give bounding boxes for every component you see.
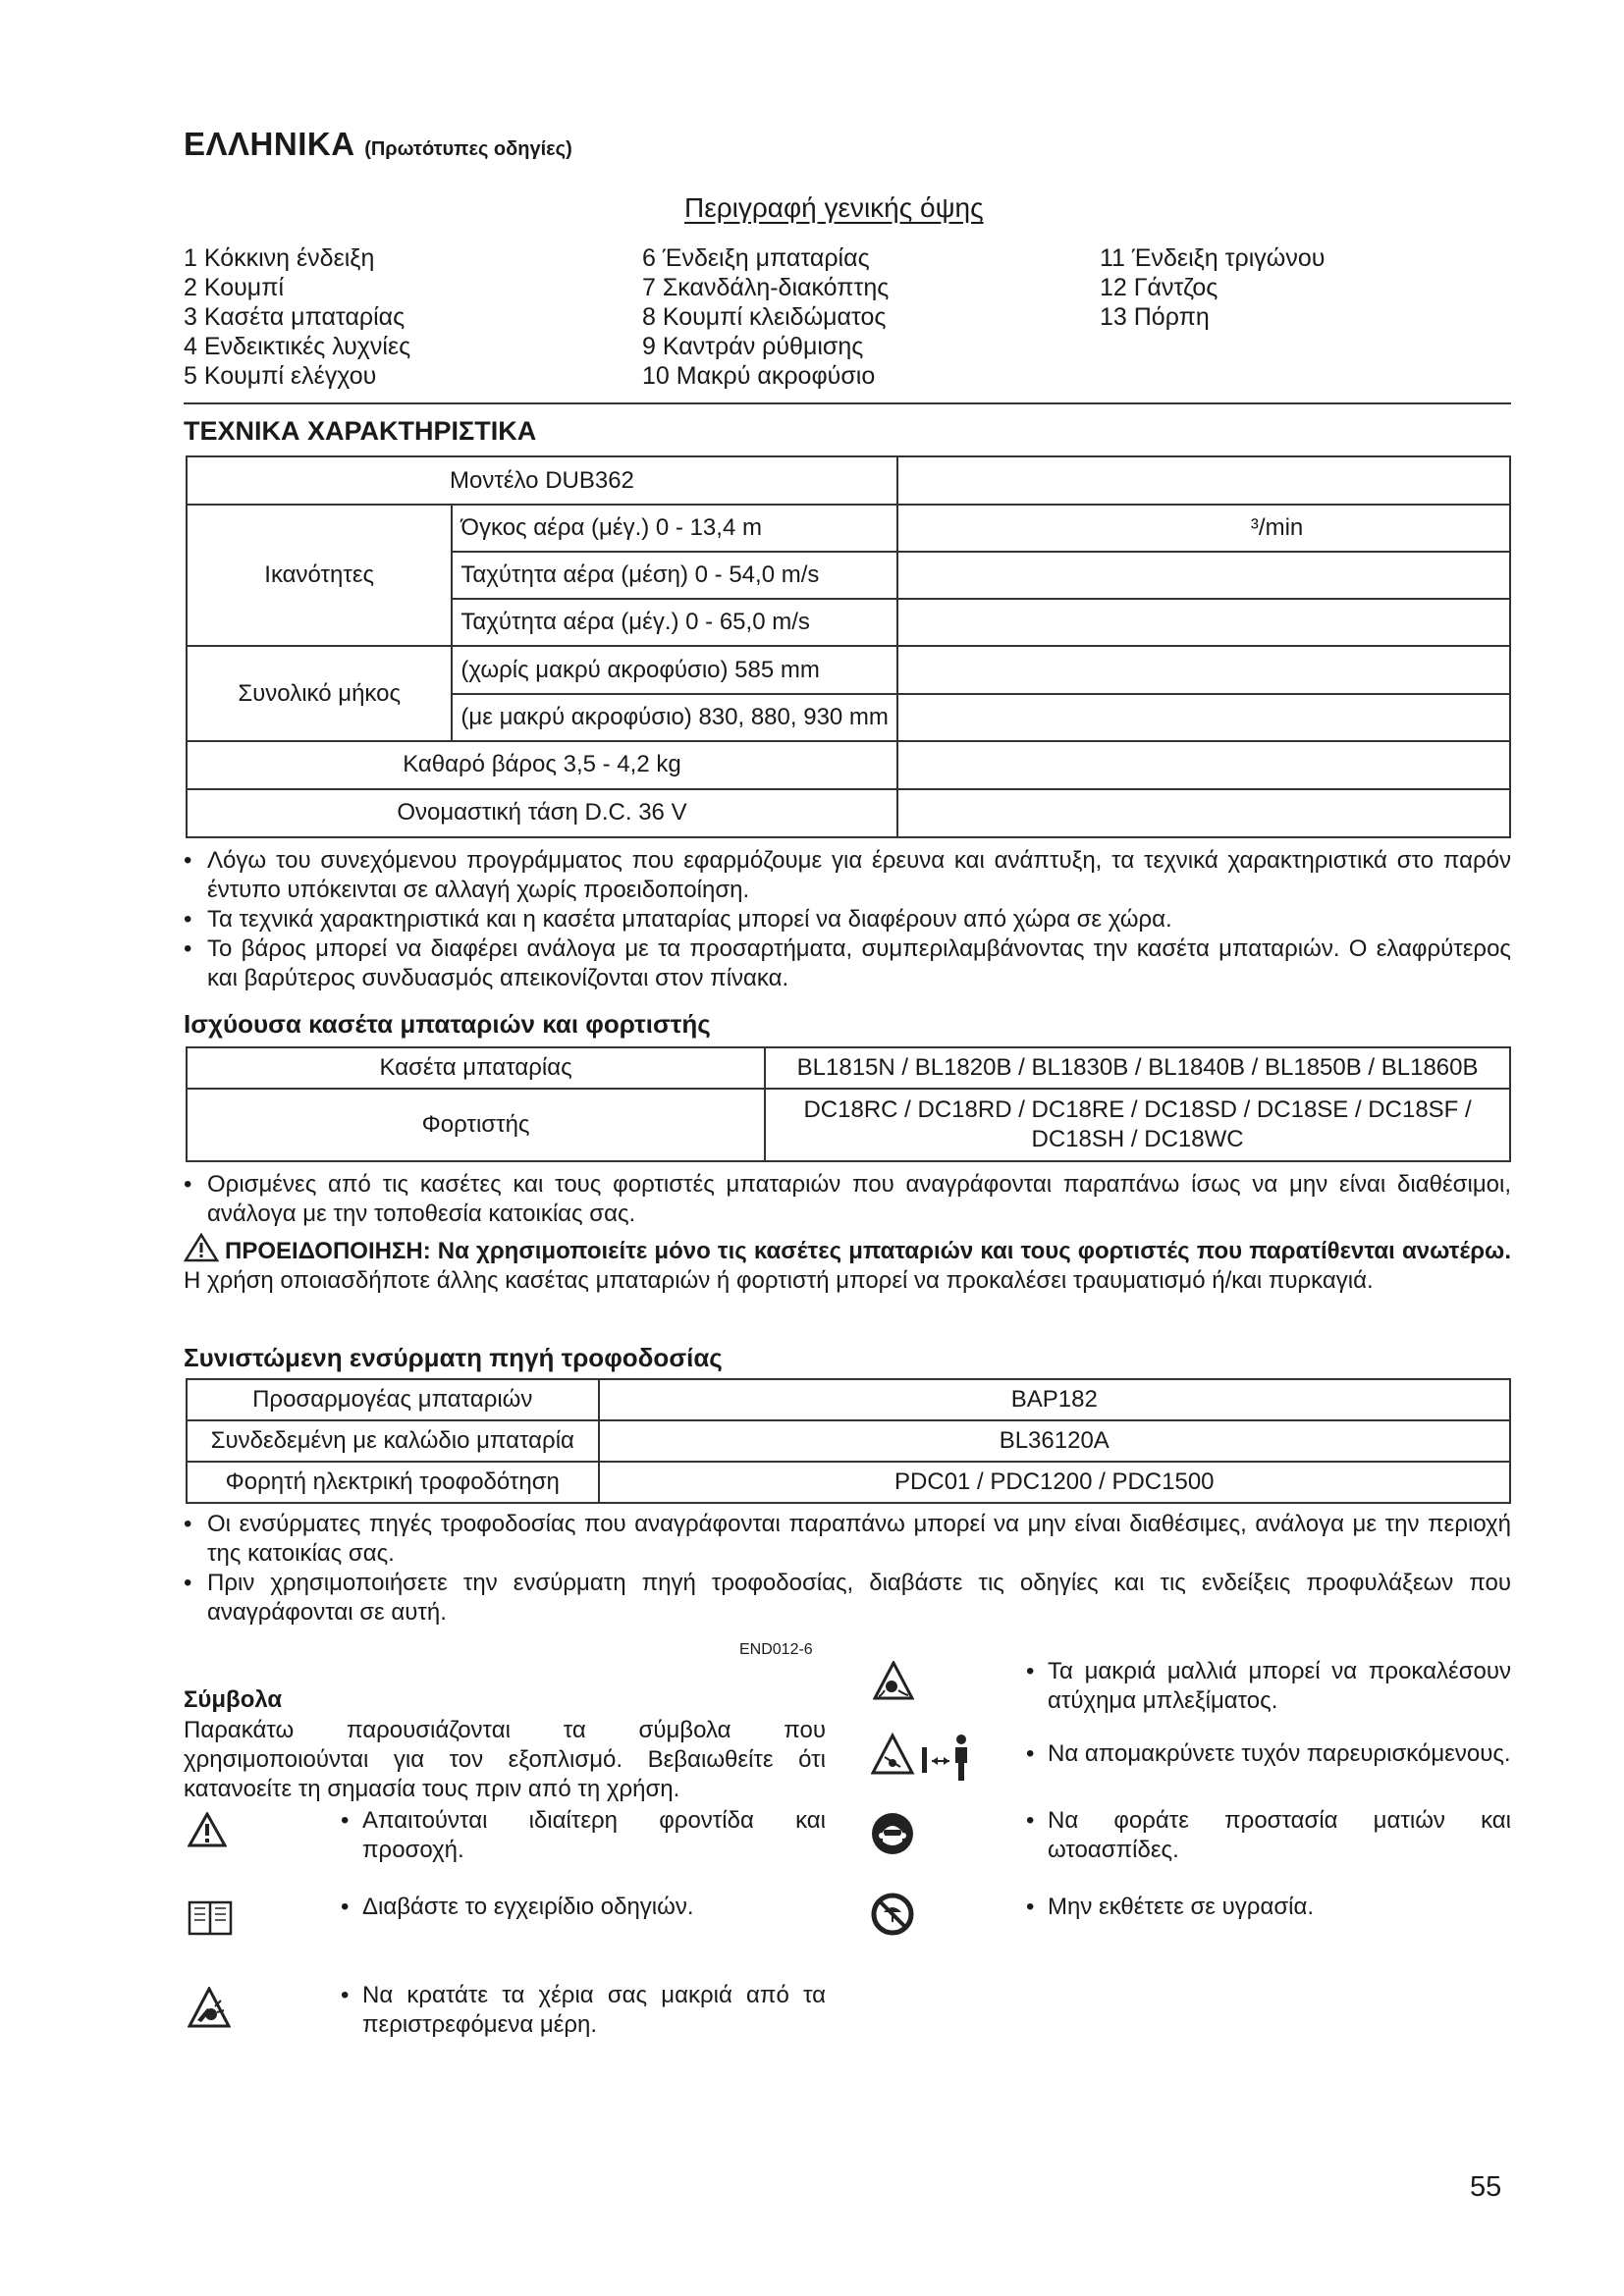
- battery-value: BL1815N / BL1820B / BL1830B / BL1840B / BL1850B / BL1860B: [765, 1047, 1510, 1089]
- part-item: 7 Σκανδάλη-διακόπτης: [642, 274, 890, 301]
- weight-cell: Καθαρό βάρος 3,5 - 4,2 kg: [187, 741, 897, 789]
- no-rain-icon: [871, 1893, 914, 1936]
- bullet-icon: •: [341, 1807, 350, 1834]
- charger-value: [765, 1089, 1510, 1161]
- bullet-icon: •: [1026, 1658, 1035, 1684]
- capacity-label: Ικανότητες: [187, 505, 452, 646]
- manual-book-icon: [188, 1898, 233, 1938]
- specs-heading: ΤΕΧΝΙΚΑ ΧΑΡΑΚΤΗΡΙΣΤΙΚΑ: [184, 416, 537, 446]
- battery-heading: Ισχύουσα κασέτα μπαταριών και φορτιστής: [184, 1009, 711, 1039]
- warning-triangle-icon: [184, 1233, 219, 1262]
- empty-cell: [897, 646, 1510, 693]
- warning-triangle-icon: [188, 1812, 227, 1847]
- power-label: Φορητή ηλεκτρική τροφοδότηση: [187, 1462, 599, 1503]
- keep-bystanders-away-icon: [871, 1730, 989, 1783]
- battery-note: [184, 1170, 1511, 1229]
- part-item: 3 Κασέτα μπαταρίας: [184, 303, 406, 331]
- charger-line: DC18SH / DC18WC: [1031, 1126, 1244, 1152]
- warning-bold-text: ΠΡΟΕΙΔΟΠΟΙΗΣΗ: Να χρησιμοποιείτε μόνο τις κασέτες μπαταριών και τους φορτιστές που παρατίθενται ανωτέρω.: [225, 1238, 1511, 1264]
- table-row: [187, 1047, 1510, 1089]
- capacity-value: Ταχύτητα αέρα (μέση) 0 - 54,0 m/s: [452, 552, 897, 599]
- symbol-description: [341, 1806, 826, 1865]
- battery-label: Κασέτα μπαταρίας: [187, 1047, 765, 1089]
- symbol-text: Μην εκθέτετε σε υγρασία.: [1048, 1894, 1315, 1920]
- battery-warning: [184, 1233, 1511, 1296]
- model-cell: Μοντέλο DUB362: [187, 456, 897, 505]
- charger-label: Φορτιστής: [187, 1089, 765, 1161]
- table-row: [187, 1420, 1510, 1462]
- list-item: • Πριν χρησιμοποιήσετε την ενσύρματη πηγή τροφοδοσίας, διαβάστε τις οδηγίες και τις ενδείξεις προφυλάξεων που αναγράφονται σε αυτή.: [184, 1569, 1511, 1628]
- table-row: [187, 789, 1510, 837]
- part-item: 6 Ένδειξη μπαταρίας: [642, 244, 870, 272]
- language-title-text: ΕΛΛΗΝΙΚΑ: [184, 126, 355, 162]
- bullet-icon: •: [341, 1982, 350, 2008]
- specs-notes: [184, 846, 1511, 993]
- manual-page: [184, 0, 1511, 2296]
- part-item: 5 Κουμπί ελέγχου: [184, 362, 377, 390]
- symbol-text: Να κρατάτε τα χέρια σας μακριά από τα περιστρεφόμενα μέρη.: [362, 1982, 826, 2038]
- table-row: [187, 456, 1510, 505]
- hand-rotating-parts-icon: [188, 1987, 231, 2028]
- list-item: • Τα τεχνικά χαρακτηριστικά και η κασέτα μπαταρίας μπορεί να διαφέρουν από χώρα σε χώρα.: [184, 905, 1511, 934]
- table-row: [187, 1089, 1510, 1161]
- voltage-cell: Ονομαστική τάση D.C. 36 V: [187, 789, 897, 837]
- capacity-value: Όγκος αέρα (μέγ.) 0 - 13,4 m: [452, 505, 897, 552]
- symbol-description: [1026, 1893, 1511, 1922]
- symbols-title: Σύμβολα: [184, 1686, 283, 1713]
- symbol-description: [1026, 1806, 1511, 1865]
- page-number: 55: [1470, 2171, 1502, 2203]
- table-row: [187, 741, 1510, 789]
- parts-column-3: [1100, 243, 1325, 332]
- part-item: 2 Κουμπί: [184, 274, 285, 301]
- part-item: 12 Γάντζος: [1100, 274, 1218, 301]
- capacity-value: Ταχύτητα αέρα (μέγ.) 0 - 65,0 m/s: [452, 599, 897, 646]
- part-item: 4 Ενδεικτικές λυχνίες: [184, 333, 411, 360]
- unit-suffix: ³/min: [897, 505, 1510, 552]
- section-divider: [184, 402, 1511, 404]
- battery-table: [186, 1046, 1511, 1162]
- power-label: Συνδεδεμένη με καλώδιο μπαταρία: [187, 1420, 599, 1462]
- power-table: [186, 1378, 1511, 1504]
- list-item: • Οι ενσύρματες πηγές τροφοδοσίας που αναγράφονται παραπάνω μπορεί να μην είναι διαθέσιμες, ανάλογα με την περιοχή της κατοικίας σας.: [184, 1510, 1511, 1569]
- part-item: 11 Ένδειξη τριγώνου: [1100, 244, 1326, 272]
- empty-cell: [897, 552, 1510, 599]
- length-label: Συνολικό μήκος: [187, 646, 452, 740]
- part-item: 10 Μακρύ ακροφύσιο: [642, 362, 876, 390]
- symbol-text: Τα μακριά μαλλιά μπορεί να προκαλέσουν ατύχημα μπλεξίματος.: [1048, 1658, 1511, 1714]
- parts-column-2: [642, 243, 889, 391]
- overview-heading: Περιγραφή γενικής όψης: [684, 192, 984, 223]
- symbols-intro: Παρακάτω παρουσιάζονται τα σύμβολα που χρησιμοποιούνται για τον εξοπλισμό. Βεβαιωθείτε ότι κατανοείτε τη σημασία τους πριν από τη χρήση.: [184, 1717, 826, 1802]
- specs-table: [186, 455, 1511, 838]
- table-row: [187, 646, 1510, 693]
- bullet-icon: •: [1026, 1894, 1035, 1920]
- power-label: Προσαρμογέας μπαταριών: [187, 1379, 599, 1420]
- document-code: END012-6: [739, 1641, 813, 1658]
- table-row: [187, 1462, 1510, 1503]
- long-hair-warning-icon: [873, 1661, 914, 1700]
- warning-body-text: Η χρήση οποιασδήποτε άλλης κασέτας μπαταριών ή φορτιστή μπορεί να προκαλέσει τραυματισμό ή/και πυρκαγιά.: [184, 1267, 1374, 1294]
- list-item: • Λόγω του συνεχόμενου προγράμματος που εφαρμόζουμε για έρευνα και ανάπτυξη, τα τεχνικά χαρακτηριστικά στο παρόν έντυπο υπόκεινται σε αλλαγή χωρίς προειδοποίηση.: [184, 846, 1511, 905]
- empty-cell: [897, 694, 1510, 741]
- part-item: 13 Πόρπη: [1100, 303, 1210, 331]
- power-heading: Συνιστώμενη ενσύρματη πηγή τροφοδοσίας: [184, 1343, 723, 1372]
- symbol-text: Να φοράτε προστασία ματιών και ωτοασπίδες.: [1048, 1807, 1511, 1863]
- bullet-icon: •: [341, 1894, 350, 1920]
- bullet-icon: •: [1026, 1807, 1035, 1834]
- length-value: (χωρίς μακρύ ακροφύσιο) 585 mm: [452, 646, 897, 693]
- charger-line: DC18RC / DC18RD / DC18RE / DC18SD / DC18SE / DC18SF /: [803, 1096, 1472, 1123]
- part-item: 9 Καντράν ρύθμισης: [642, 333, 864, 360]
- symbol-description: [341, 1893, 826, 1922]
- table-row: [187, 1379, 1510, 1420]
- empty-cell: [897, 599, 1510, 646]
- empty-cell: [897, 789, 1510, 837]
- symbol-description: [1026, 1657, 1511, 1716]
- part-item: 8 Κουμπί κλειδώματος: [642, 303, 887, 331]
- symbol-description: [341, 1981, 826, 2040]
- bullet-icon: •: [1026, 1740, 1035, 1767]
- language-title: [184, 126, 572, 163]
- symbol-text: Διαβάστε το εγχειρίδιο οδηγιών.: [362, 1894, 694, 1920]
- symbol-text: Να απομακρύνετε τυχόν παρευρισκόμενους.: [1048, 1740, 1511, 1767]
- part-item: 1 Κόκκινη ένδειξη: [184, 244, 375, 272]
- empty-cell: [897, 456, 1510, 505]
- language-subtitle: (Πρωτότυπες οδηγίες): [364, 138, 572, 160]
- symbol-description: [1026, 1739, 1511, 1769]
- list-item: • Το βάρος μπορεί να διαφέρει ανάλογα με τα προσαρτήματα, συμπεριλαμβάνοντας την κασέτα μπαταριών. Ο ελαφρύτερος και βαρύτερος συνδυασμός απεικονίζονται στον πίνακα.: [184, 934, 1511, 993]
- table-row: [187, 505, 1510, 552]
- power-value: BAP182: [599, 1379, 1510, 1420]
- list-item: • Ορισμένες από τις κασέτες και τους φορτιστές μπαταριών που αναγράφονται παραπάνω ίσως να μην είναι διαθέσιμοι, ανάλογα με την τοποθεσία κατοικίας σας.: [184, 1170, 1511, 1229]
- empty-cell: [897, 741, 1510, 789]
- eye-ear-protection-icon: [871, 1812, 914, 1855]
- power-value: PDC01 / PDC1200 / PDC1500: [599, 1462, 1510, 1503]
- symbol-text: Απαιτούνται ιδιαίτερη φροντίδα και προσοχή.: [362, 1807, 826, 1863]
- power-notes: [184, 1510, 1511, 1628]
- parts-column-1: [184, 243, 410, 391]
- power-value: BL36120A: [599, 1420, 1510, 1462]
- length-value: (με μακρύ ακροφύσιο) 830, 880, 930 mm: [452, 694, 897, 741]
